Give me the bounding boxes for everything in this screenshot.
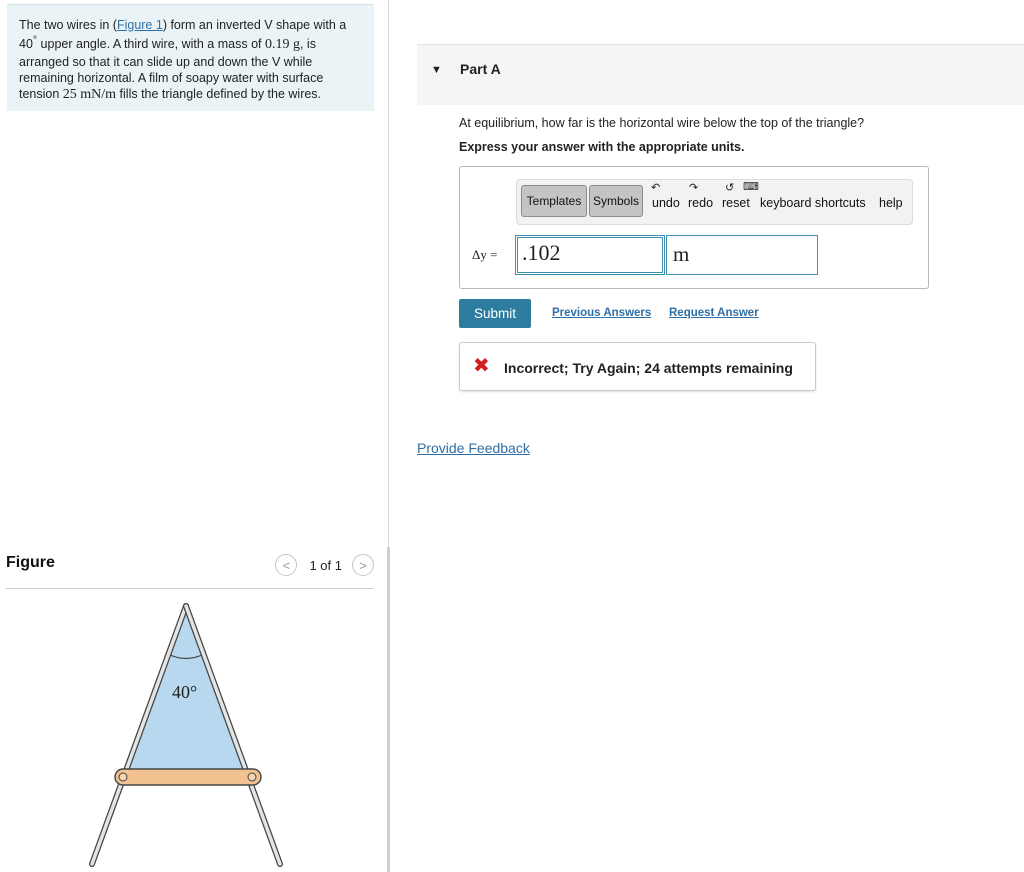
- templates-label: Templates: [526, 194, 582, 208]
- chevron-right-icon: >: [359, 557, 367, 573]
- undo-icon[interactable]: ↶: [651, 182, 661, 194]
- templates-button[interactable]: [521, 185, 587, 217]
- redo-icon[interactable]: ↷: [689, 182, 699, 194]
- caret-down-icon[interactable]: ▼: [431, 64, 442, 76]
- degree-sign: °: [32, 35, 38, 47]
- symbols-label: Symbols: [592, 194, 639, 208]
- figure-pager: [275, 554, 374, 576]
- tension-value: 25 mN/m: [62, 87, 117, 103]
- sliding-wire: [115, 769, 261, 785]
- feedback-message: Incorrect; Try Again; 24 attempts remaining: [504, 360, 793, 376]
- problem-text-4: , is arranged so that it can slide up and down the V while remaining horizontal. A film of soapy water with surface tension: [19, 37, 324, 102]
- keyboard-shortcuts-button[interactable]: keyboard shortcuts: [760, 196, 866, 210]
- problem-text-3: upper angle. A third wire, with a mass of: [37, 37, 265, 52]
- error-x-icon: ✖: [473, 355, 490, 377]
- angle-label: 40°: [172, 682, 198, 702]
- reset-button[interactable]: reset: [722, 196, 750, 210]
- submit-button[interactable]: Submit: [459, 299, 531, 328]
- provide-feedback-link[interactable]: Provide Feedback: [417, 440, 530, 456]
- right-slider-ring: [248, 773, 256, 781]
- answer-value-input[interactable]: .102: [515, 235, 665, 275]
- problem-statement: [7, 4, 374, 111]
- instruction-text: Express your answer with the appropriate units.: [459, 140, 745, 154]
- redo-button[interactable]: redo: [688, 196, 714, 210]
- undo-button[interactable]: undo: [652, 196, 680, 210]
- chevron-left-icon: <: [282, 557, 291, 573]
- part-a-header[interactable]: [417, 44, 1024, 105]
- problem-text-5: fills the triangle defined by the wires.: [116, 87, 322, 102]
- symbols-button[interactable]: [589, 185, 643, 217]
- answer-label: Δy =: [472, 247, 498, 262]
- problem-text-1: The two wires in (: [19, 18, 117, 32]
- panel-divider-handle[interactable]: [387, 547, 390, 872]
- help-button[interactable]: help: [879, 196, 903, 210]
- part-title: Part A: [460, 61, 501, 77]
- feedback-message-box: [459, 342, 816, 391]
- next-figure-button[interactable]: [352, 554, 374, 576]
- figure-title: Figure: [6, 554, 55, 571]
- mass-value: 0.19 g: [264, 37, 300, 53]
- math-toolbar: [516, 179, 913, 225]
- left-panel: [0, 0, 388, 872]
- figure-header: [6, 552, 374, 589]
- request-answer-link[interactable]: Request Answer: [669, 307, 759, 319]
- figure-diagram: [80, 596, 300, 872]
- keyboard-icon[interactable]: ⌨: [743, 181, 759, 193]
- question-text: At equilibrium, how far is the horizontal wire below the top of the triangle?: [459, 116, 865, 130]
- problem-text-2: ) form an inverted V shape with a 40: [19, 18, 347, 52]
- answer-box: [459, 166, 929, 289]
- figure-link[interactable]: Figure 1: [116, 18, 163, 32]
- reset-icon[interactable]: ↺: [725, 182, 735, 194]
- previous-answers-link[interactable]: Previous Answers: [552, 307, 652, 319]
- left-slider-ring: [119, 773, 127, 781]
- prev-figure-button[interactable]: [275, 554, 297, 576]
- answer-unit-input[interactable]: m: [666, 235, 818, 275]
- pager-label: 1 of 1: [309, 557, 342, 573]
